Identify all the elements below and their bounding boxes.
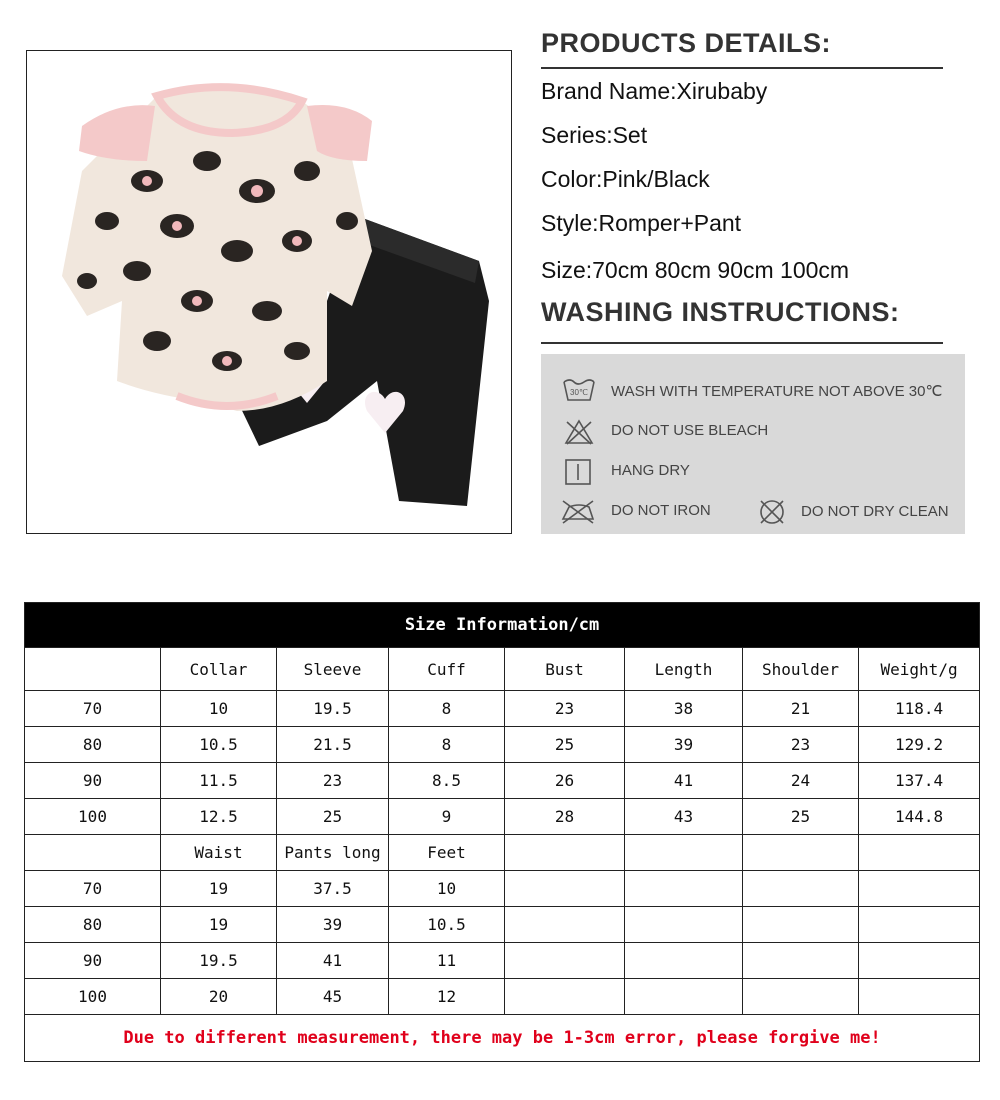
wash-temperature-label: WASH WITH TEMPERATURE NOT ABOVE 30℃: [611, 383, 943, 400]
size-information-table: [24, 602, 980, 1062]
table-cell: 41: [277, 943, 389, 979]
table-cell: 10.5: [389, 907, 505, 943]
table-cell: 8: [389, 727, 505, 763]
table-header-row: [25, 648, 980, 691]
no-bleach-label: DO NOT USE BLEACH: [611, 422, 769, 439]
product-photo: [26, 50, 512, 534]
table-row: [25, 871, 980, 907]
product-details-title: PRODUCTS DETAILS:: [541, 28, 831, 58]
washing-panel: [541, 354, 965, 534]
table-cell: 70: [25, 691, 161, 727]
divider: [541, 342, 943, 344]
table-cell: 25: [743, 799, 859, 835]
header-cell: Weight/g: [859, 648, 980, 691]
header-cell: [625, 835, 743, 871]
divider: [541, 67, 943, 69]
table-cell: 8: [389, 691, 505, 727]
header-cell: Pants long: [277, 835, 389, 871]
table-cell: [625, 907, 743, 943]
table-cell: [743, 943, 859, 979]
table-cell: 45: [277, 979, 389, 1015]
table-cell: [743, 907, 859, 943]
table-cell: [505, 943, 625, 979]
hang-dry-label: HANG DRY: [611, 462, 690, 479]
no-dry-clean-label: DO NOT DRY CLEAN: [801, 503, 949, 520]
table-cell: 70: [25, 871, 161, 907]
table-cell: [859, 871, 980, 907]
measurement-note-row: [25, 1015, 980, 1062]
table-cell: 90: [25, 763, 161, 799]
table-row: [25, 979, 980, 1015]
wash-30-icon: [561, 376, 597, 404]
leopard-romper: [62, 87, 372, 411]
table-cell: 41: [625, 763, 743, 799]
table-cell: 37.5: [277, 871, 389, 907]
header-cell: Cuff: [389, 648, 505, 691]
table-cell: 21.5: [277, 727, 389, 763]
table-cell: 43: [625, 799, 743, 835]
header-cell: Collar: [161, 648, 277, 691]
table-cell: [859, 907, 980, 943]
table-cell: 129.2: [859, 727, 980, 763]
size: Size:70cm 80cm 90cm 100cm: [541, 257, 850, 283]
table-cell: 39: [625, 727, 743, 763]
series: Series:Set: [541, 122, 648, 148]
table-cell: [625, 979, 743, 1015]
table-cell: 144.8: [859, 799, 980, 835]
table-cell: 19: [161, 871, 277, 907]
table-cell: [743, 871, 859, 907]
table-cell: 25: [277, 799, 389, 835]
style: Style:Romper+Pant: [541, 210, 742, 236]
header-cell: [743, 835, 859, 871]
table-row: [25, 907, 980, 943]
table-cell: 12.5: [161, 799, 277, 835]
table-cell: 118.4: [859, 691, 980, 727]
header-cell: [25, 648, 161, 691]
table-cell: 80: [25, 907, 161, 943]
table-cell: 26: [505, 763, 625, 799]
header-cell: [859, 835, 980, 871]
table-cell: 137.4: [859, 763, 980, 799]
table-title-row: [25, 603, 980, 648]
header-cell: Sleeve: [277, 648, 389, 691]
table-cell: [505, 871, 625, 907]
table-row: [25, 943, 980, 979]
table-cell: 80: [25, 727, 161, 763]
brand-name: Brand Name:Xirubaby: [541, 78, 768, 104]
table-cell: 39: [277, 907, 389, 943]
table-cell: 12: [389, 979, 505, 1015]
table-cell: [743, 979, 859, 1015]
table-cell: 10: [389, 871, 505, 907]
header-cell: Shoulder: [743, 648, 859, 691]
table-cell: [625, 871, 743, 907]
table-cell: 23: [505, 691, 625, 727]
table-cell: [859, 979, 980, 1015]
table-cell: 19.5: [161, 943, 277, 979]
table-cell: [625, 943, 743, 979]
table-cell: 90: [25, 943, 161, 979]
table-cell: 28: [505, 799, 625, 835]
no-bleach-icon: [563, 418, 595, 446]
header-cell: [25, 835, 161, 871]
table-title: Size Information/cm: [25, 603, 980, 648]
table-cell: 20: [161, 979, 277, 1015]
hang-dry-icon: [564, 458, 592, 486]
table-cell: 9: [389, 799, 505, 835]
table-cell: 23: [277, 763, 389, 799]
no-iron-icon: [559, 497, 597, 525]
table-cell: 19.5: [277, 691, 389, 727]
header-cell: Waist: [161, 835, 277, 871]
wash-30-icon-text: 30℃: [570, 388, 588, 397]
table-cell: 10: [161, 691, 277, 727]
table-cell: 11: [389, 943, 505, 979]
table-cell: 38: [625, 691, 743, 727]
table-cell: 10.5: [161, 727, 277, 763]
washing-instructions-title: WASHING INSTRUCTIONS:: [541, 297, 900, 327]
table-cell: 11.5: [161, 763, 277, 799]
no-dry-clean-icon: [757, 497, 787, 527]
table-cell: 100: [25, 799, 161, 835]
table-header-row: [25, 835, 980, 871]
table-cell: 8.5: [389, 763, 505, 799]
table-cell: [505, 907, 625, 943]
header-cell: Feet: [389, 835, 505, 871]
table-cell: 21: [743, 691, 859, 727]
table-cell: 25: [505, 727, 625, 763]
table-row: [25, 727, 980, 763]
table-cell: [505, 979, 625, 1015]
header-cell: Bust: [505, 648, 625, 691]
no-iron-label: DO NOT IRON: [611, 502, 711, 519]
table-cell: 24: [743, 763, 859, 799]
header-cell: Length: [625, 648, 743, 691]
romper-and-pants-illustration: [27, 51, 511, 533]
table-row: [25, 691, 980, 727]
color: Color:Pink/Black: [541, 166, 710, 192]
header-cell: [505, 835, 625, 871]
table-cell: 23: [743, 727, 859, 763]
table-cell: 19: [161, 907, 277, 943]
table-cell: 100: [25, 979, 161, 1015]
measurement-note: Due to different measurement, there may be 1-3cm error, please forgive me!: [25, 1015, 980, 1062]
table-cell: [859, 943, 980, 979]
table-row: [25, 763, 980, 799]
table-row: [25, 799, 980, 835]
